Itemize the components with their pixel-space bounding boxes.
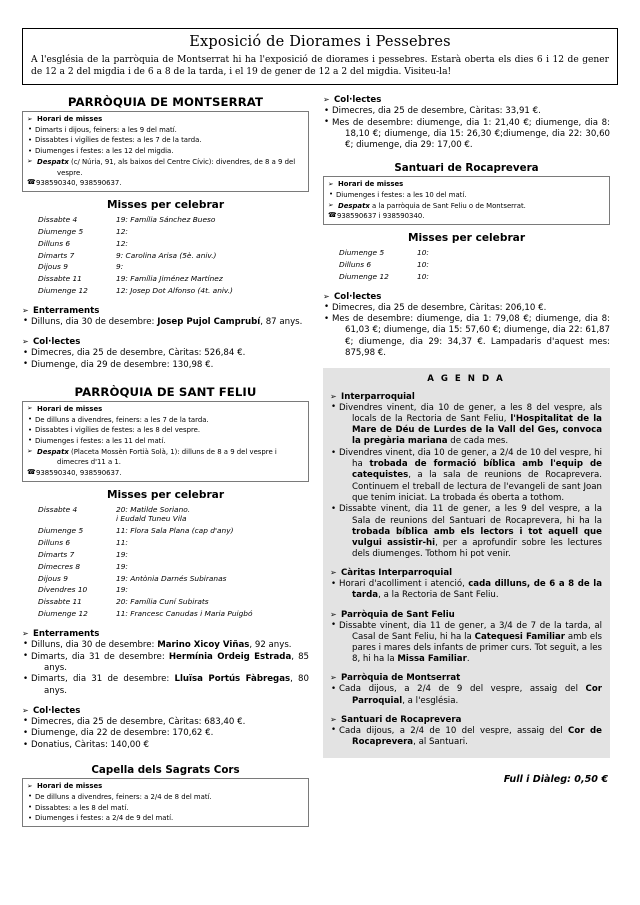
mass-day: Dissabte 11 xyxy=(38,597,82,607)
mass-intention: 19: xyxy=(116,549,128,559)
list-item: • Diumenge, dia 29 de desembre: 130,98 €. xyxy=(22,360,309,371)
despatx-line xyxy=(328,201,605,212)
despatx-text: (Placeta Mossèn Fortià Solà, 1): dilluns de 8 a 9 del vespre i xyxy=(71,447,277,456)
mass-intention: 12: xyxy=(116,226,128,236)
montserrat-enterraments-list xyxy=(22,317,309,328)
list-item: • Mes de desembre: diumenge, dia 1: 79,08 €; diumenge, dia 8: 61,03 €; diumenge, dia 15: 57,60 €; diumenge, dia 22: 61,87 €; diumenge, dia 29: 34,37 €. Lampadaris d'aquest mes: 875,98 €. xyxy=(323,314,610,359)
table-row xyxy=(323,271,610,283)
collectes-label: ➢ Col·lectes xyxy=(22,337,309,347)
list-item: • Cada dijous, a 2/4 de 9 del vespre, assaig del Cor Parroquial, a l'església. xyxy=(330,684,602,706)
list-item: • Dimecres, dia 25 de desembre, Càritas: 206,10 €. xyxy=(323,303,610,314)
horari-item: • De dilluns a divendres, feiners: a les 7 de la tarda. xyxy=(27,415,304,426)
mass-intention: 19: Antònia Darnés Subiranas xyxy=(116,573,227,583)
mass-day: Dilluns 6 xyxy=(38,538,71,548)
horari-item: • De dilluns a divendres, feiners: a 2/4 de 8 del matí. xyxy=(27,792,304,803)
misses-title: Misses per celebrar xyxy=(106,488,225,501)
despatx-text-cont: vespre. xyxy=(57,168,83,177)
list-item: • Horari d'acolliment i atenció, cada dilluns, de 6 a 8 de la tarda, a la Rectoria de Sant Feliu. xyxy=(330,579,602,601)
despatx-line xyxy=(27,157,304,168)
table-row xyxy=(22,561,309,573)
mass-day: Dilluns 6 xyxy=(339,260,372,270)
collectes-label: ➢ Col·lectes xyxy=(323,95,610,105)
list-item: • Dimarts, dia 31 de desembre: Hermínia Ordeig Estrada, 85 anys. xyxy=(22,652,309,674)
list-item: • Dimarts, dia 31 de desembre: Lluïsa Portús Fàbregas, 80 anys. xyxy=(22,674,309,696)
agenda-section-heading: ➢ Càritas Interparroquial xyxy=(330,568,602,578)
telephone-line: ☎ 938590340, 938590637. xyxy=(27,468,304,479)
table-row xyxy=(22,261,309,273)
rocaprevera-info-box xyxy=(323,176,610,225)
masses-body xyxy=(323,247,610,283)
agenda-section-list xyxy=(330,579,602,601)
banner-body: A l'església de la parròquia de Montserrat hi ha l'exposició de diorames i pessebres. Estarà oberta els dies 6 i 12 de gener de 12 a 2 del migdia i de 6 a 8 de la tarda, i el 19 de gener de 12 a 2 del migdia. Visiteu-la! xyxy=(31,55,609,77)
mass-day: Dimarts 7 xyxy=(38,549,75,559)
horari-item: • Diumenges i festes: a les 12 del migdia. xyxy=(27,146,304,157)
santfeliu-enterraments-list xyxy=(22,640,309,697)
horari-item: • Dissabtes: a les 8 del matí. xyxy=(27,803,304,814)
mass-day: Diumenge 5 xyxy=(339,248,385,258)
agenda-section-list xyxy=(330,403,602,560)
mass-day: Diumenge 5 xyxy=(38,226,84,236)
right-column xyxy=(323,95,610,785)
mass-intention: 12: xyxy=(116,238,128,248)
left-column xyxy=(22,95,309,827)
table-row xyxy=(323,259,610,271)
santfeliu-masses-table xyxy=(22,504,309,620)
table-row xyxy=(22,525,309,537)
montserrat-info-box xyxy=(22,111,309,192)
despatx-label: Despatx xyxy=(338,201,370,210)
mass-day: Dijous 9 xyxy=(38,573,68,583)
agenda-section-heading: ➢ Parròquia de Montserrat xyxy=(330,673,602,683)
telephone-line: ☎ 938590637 i 938590340. xyxy=(328,211,605,222)
agenda-section-heading: ➢ Interparroquial xyxy=(330,392,602,402)
mass-day: Diumenge 12 xyxy=(38,286,88,296)
mass-intention: 20: Matilde Soriano. i Eudald Tuneu Vila xyxy=(116,504,191,524)
capella-info-box xyxy=(22,778,309,827)
footer-price: Full i Diàleg: 0,50 € xyxy=(503,773,608,785)
mass-intention: 11: Francesc Canudas i Maria Puigbó xyxy=(116,609,253,619)
mass-intention: 10: xyxy=(417,260,429,270)
table-row xyxy=(22,285,309,297)
montserrat-collectes-cont-list xyxy=(323,106,610,151)
list-item: • Dissabte vinent, dia 11 de gener, a les 9 del vespre, a la Sala de reunions del Santuari de Rocaprevera, hi ha la trobada bíblica amb els lectors i tot aquell que vulgui assistir-hi, per a aprofundir sobre les lectures dels diumenges. Tothom hi pot venir. xyxy=(330,504,602,560)
horari-label: ➢ Horari de misses xyxy=(328,179,605,190)
telephone-line: ☎ 938590340, 938590637. xyxy=(27,178,304,189)
collectes-label: ➢ Col·lectes xyxy=(22,706,309,716)
list-item: • Dissabte vinent, dia 11 de gener, a 3/4 de 7 de la tarda, al Casal de Sant Feliu, hi ha la Catequesi Familiar amb els pares i mares dels infants de primer curs. Tot seguit, a les 8, hi ha la Missa Familiar. xyxy=(330,621,602,666)
despatx-text: a la parròquia de Sant Feliu o de Montserrat. xyxy=(372,201,526,210)
table-row xyxy=(22,249,309,261)
agenda-section-heading: ➢ Parròquia de Sant Feliu xyxy=(330,610,602,620)
santfeliu-title: PARRÒQUIA DE SANT FELIU xyxy=(74,384,257,399)
misses-title: Misses per celebrar xyxy=(407,232,526,244)
mass-day: Diumenge 5 xyxy=(38,526,84,536)
mass-intention: 11: Flora Sala Plana (cap d'any) xyxy=(116,526,234,536)
table-row xyxy=(22,596,309,608)
mass-intention: 19: xyxy=(116,561,128,571)
mass-intention: 19: Família Sánchez Bueso xyxy=(116,215,216,225)
list-item: • Mes de desembre: diumenge, dia 1: 21,40 €; diumenge, dia 8: 18,10 €; diumenge, dia 15: 26,30 €;diumenge, dia 22: 30,60 €; diumenge, dia 29: 17,00 €. xyxy=(323,118,610,152)
mass-day: Diumenge 12 xyxy=(339,271,389,281)
horari-item: • Diumenges i festes: a 2/4 de 9 del matí. xyxy=(27,813,304,824)
horari-item: • Diumenges i festes: a les 11 del matí. xyxy=(27,436,304,447)
agenda-title: A G E N D A xyxy=(427,373,505,384)
horari-label: ➢ Horari de misses xyxy=(27,404,304,415)
misses-title: Misses per celebrar xyxy=(106,198,225,211)
mass-day: Dimarts 7 xyxy=(38,250,75,260)
banner-title: Exposició de Diorames i Pessebres xyxy=(189,34,451,50)
despatx-label: Despatx xyxy=(37,447,69,456)
list-item: • Dilluns, dia 30 de desembre: Josep Pujol Camprubí, 87 anys. xyxy=(22,317,309,328)
exposition-banner xyxy=(22,28,618,85)
masses-body xyxy=(22,504,309,620)
mass-day: Dissabte 11 xyxy=(38,274,82,284)
mass-day: Divendres 10 xyxy=(38,585,88,595)
mass-intention: 20: Família Cuní Subirats xyxy=(116,597,209,607)
table-row xyxy=(22,214,309,226)
agenda-section-heading: ➢ Santuari de Rocaprevera xyxy=(330,715,602,725)
despatx-label: Despatx xyxy=(37,157,69,166)
list-item: • Divendres vinent, dia 10 de gener, a les 8 del vespre, als locals de la Rectoria de Sant Feliu, l'Hospitalitat de la Mare de Déu de Lurdes de la Vall del Ges, convoca la pregària mariana de cada mes. xyxy=(330,403,602,448)
horari-item: • Dissabtes i vigílies de festes: a les 8 del vespre. xyxy=(27,425,304,436)
table-row xyxy=(22,584,309,596)
rocaprevera-collectes-list xyxy=(323,303,610,359)
list-item: • Dilluns, dia 30 de desembre: Marino Xicoy Viñas, 92 anys. xyxy=(22,640,309,651)
rocaprevera-masses-table xyxy=(323,247,610,283)
horari-label: ➢ Horari de misses xyxy=(27,781,304,792)
montserrat-title: PARRÒQUIA DE MONTSERRAT xyxy=(67,95,264,109)
agenda-section-list xyxy=(330,684,602,706)
capella-title: Capella dels Sagrats Cors xyxy=(91,764,240,777)
montserrat-masses-table xyxy=(22,214,309,297)
montserrat-collectes-list xyxy=(22,348,309,371)
two-column-layout xyxy=(22,95,618,827)
mass-day: Diumenge 12 xyxy=(38,609,88,619)
masses-body xyxy=(22,214,309,297)
table-row xyxy=(323,247,610,259)
mass-intention: 9: Carolina Arisa (5è. aniv.) xyxy=(116,250,217,260)
horari-label: ➢ Horari de misses xyxy=(27,114,304,125)
mass-day: Dijous 9 xyxy=(38,262,68,272)
list-item: • Dimecres, dia 25 de desembre, Càritas: 526,84 €. xyxy=(22,348,309,359)
table-row xyxy=(22,226,309,238)
mass-intention: 10: xyxy=(417,271,429,281)
list-item: • Donatius, Càritas: 140,00 € xyxy=(22,740,309,751)
table-row xyxy=(22,537,309,549)
list-item: • Dimecres, dia 25 de desembre, Càritas: 683,40 €. xyxy=(22,717,309,728)
table-row xyxy=(22,504,309,525)
collectes-label: ➢ Col·lectes xyxy=(323,292,610,302)
agenda-sections xyxy=(330,392,602,748)
despatx-text-cont: dimecres d'11 a 1. xyxy=(57,458,121,467)
agenda-section-list xyxy=(330,621,602,666)
mass-day: Dissabte 4 xyxy=(38,215,78,225)
list-item: • Diumenge, dia 22 de desembre: 170,62 €. xyxy=(22,728,309,739)
list-item: • Dimecres, dia 25 de desembre, Càritas: 33,91 €. xyxy=(323,106,610,117)
mass-intention: 11: xyxy=(116,538,128,548)
mass-intention: 10: xyxy=(417,248,429,258)
mass-intention: 9: xyxy=(116,262,124,272)
despatx-text: (c/ Núria, 91, als baixos del Centre Cívic): divendres, de 8 a 9 del xyxy=(71,157,296,166)
list-item: • Divendres vinent, dia 10 de gener, a 2/4 de 10 del vespre, hi ha trobada de formació bíblica amb l'equip de catequistes, a la sala de reunions de Rocaprevera. Continuem el treball de lectura de l'evangeli de sant Joan que tenim iniciat. La trobada és oberta a tothom. xyxy=(330,448,602,504)
agenda-box xyxy=(323,368,610,758)
mass-day: Dimecres 8 xyxy=(38,561,81,571)
table-row xyxy=(22,572,309,584)
santfeliu-collectes-list xyxy=(22,717,309,752)
mass-day: Dilluns 6 xyxy=(38,238,71,248)
table-row xyxy=(22,238,309,250)
agenda-section-list xyxy=(330,726,602,748)
enterraments-label: ➢ Enterraments xyxy=(22,629,309,639)
horari-item: • Diumenges i festes: a les 10 del matí. xyxy=(328,190,605,201)
mass-intention: 12: Josep Dot Alfonso (4t. aniv.) xyxy=(116,286,233,296)
table-row xyxy=(22,608,309,620)
enterraments-label: ➢ Enterraments xyxy=(22,306,309,316)
list-item: • Cada dijous, a 2/4 de 10 del vespre, assaig del Cor de Rocaprevera, al Santuari. xyxy=(330,726,602,748)
table-row xyxy=(22,273,309,285)
table-row xyxy=(22,549,309,561)
despatx-line xyxy=(27,447,304,458)
mass-intention: 19: xyxy=(116,585,128,595)
horari-item: • Dimarts i dijous, feiners: a les 9 del matí. xyxy=(27,125,304,136)
rocaprevera-title: Santuari de Rocaprevera xyxy=(394,162,539,175)
mass-intention: 19: Família Jiménez Martínez xyxy=(116,274,223,284)
santfeliu-info-box xyxy=(22,401,309,482)
horari-item: • Dissabtes i vigílies de festes: a les 7 de la tarda. xyxy=(27,135,304,146)
mass-day: Dissabte 4 xyxy=(38,504,78,514)
